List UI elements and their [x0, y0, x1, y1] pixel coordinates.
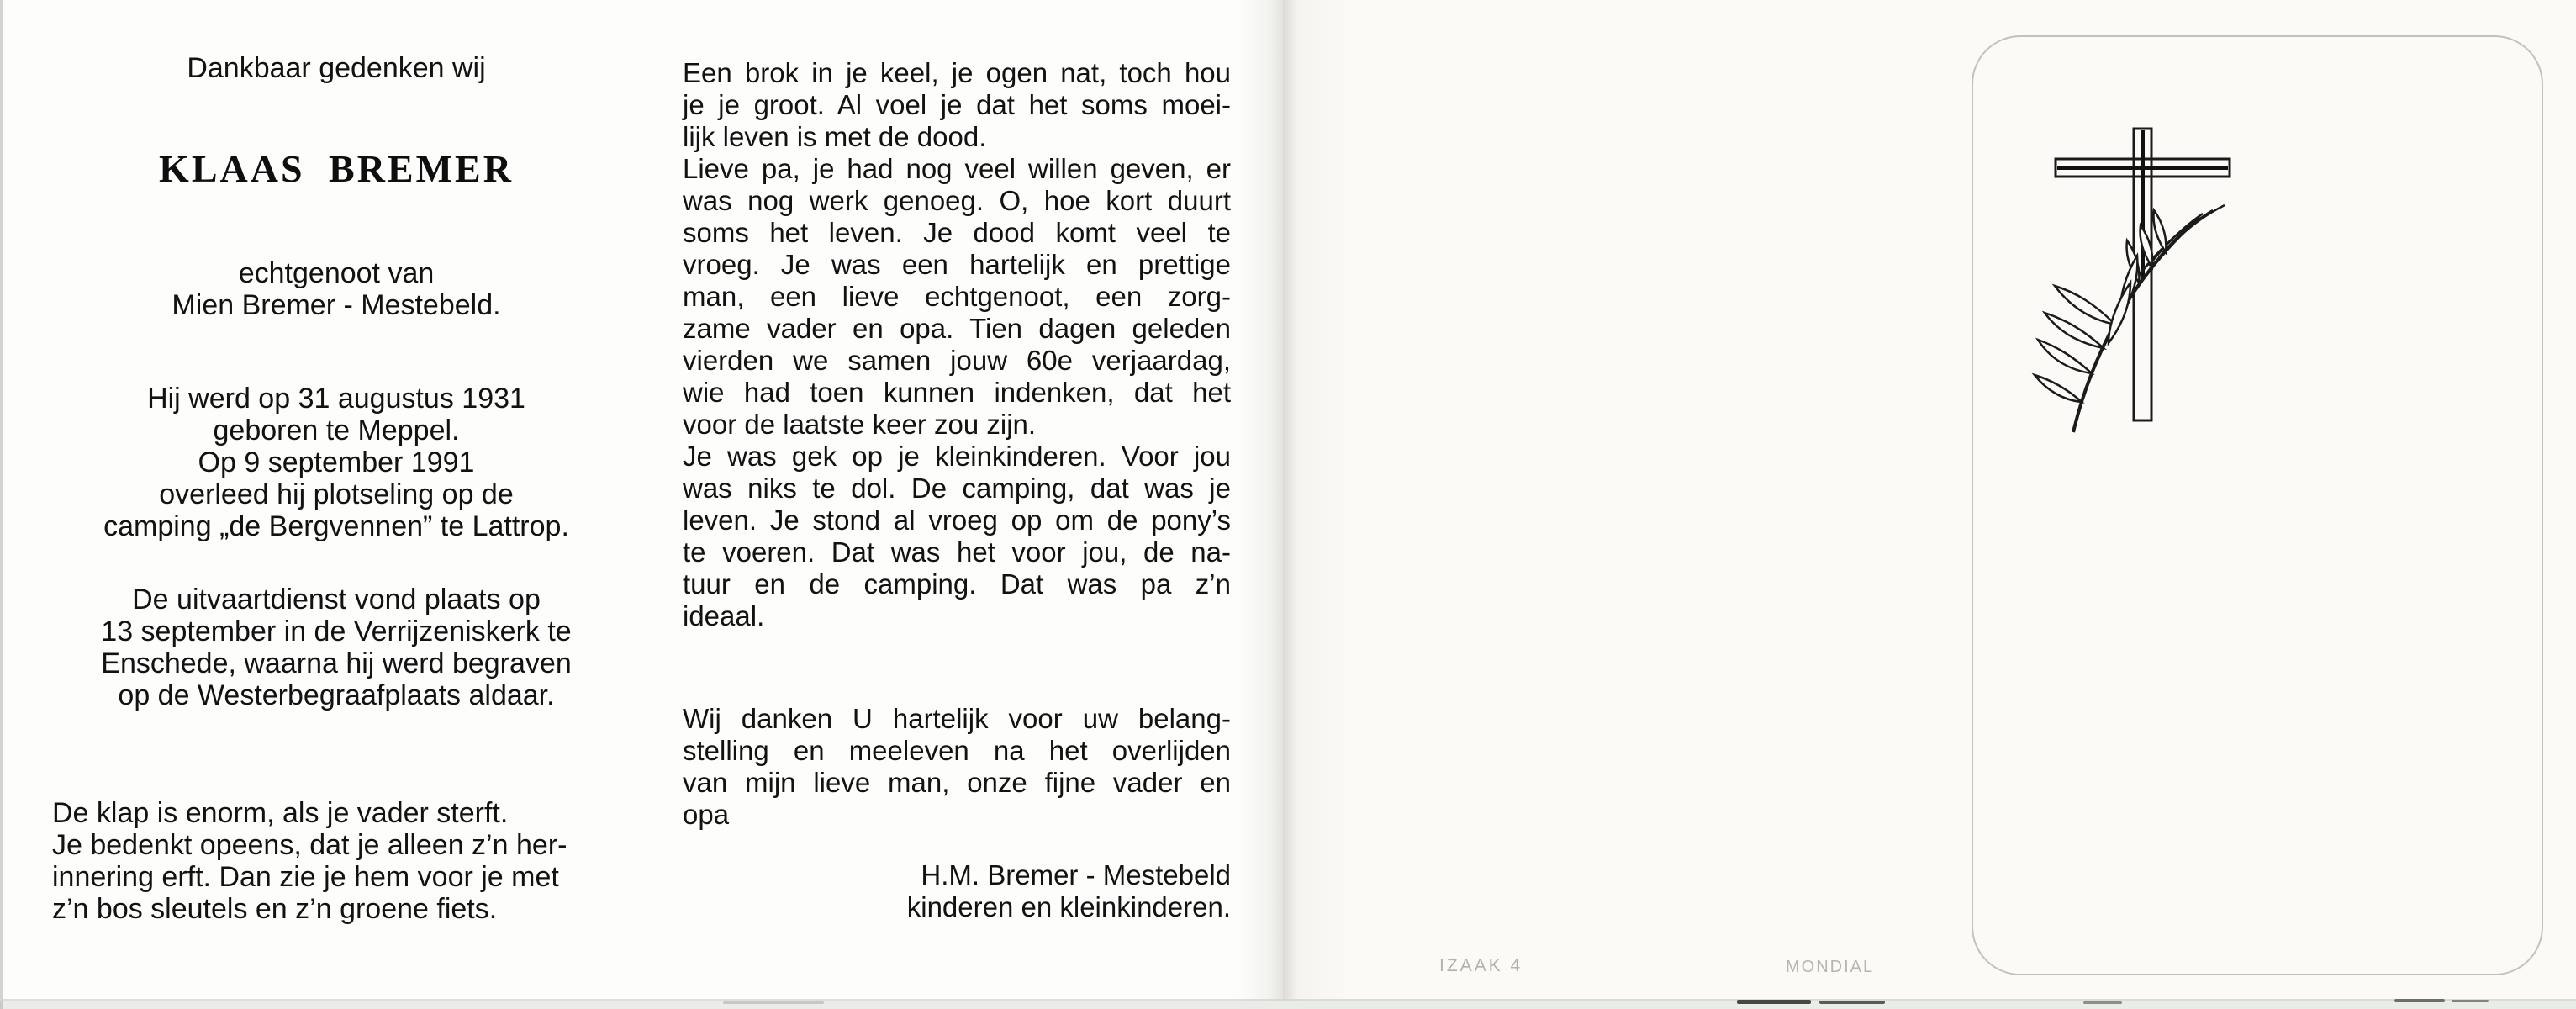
page-fold-gutter: [1283, 0, 1298, 1001]
text-line: soms het leven. Je dood komt veel te: [683, 217, 1231, 248]
printer-mark-mondial: MONDIAL: [1786, 958, 1875, 976]
text-line: voor de laatste keer zou zijn.: [683, 409, 1037, 440]
text-line: leven. Je stond al vroeg op om de pony’s: [683, 504, 1231, 536]
funeral-block: [17, 584, 656, 711]
text-line: Enschede, waarna hij werd begraven: [101, 647, 572, 679]
text-line: 13 september in de Verrijzeniskerk te: [101, 615, 572, 647]
scan-bottom-edge: [0, 999, 2576, 1001]
text-line: je je groot. Al voel je dat het soms moei-: [683, 89, 1231, 120]
scan-left-edge: [0, 0, 3, 1009]
wheat-branch: [2035, 205, 2225, 432]
text-line: z’n bos sleutels en z’n groene fiets.: [52, 893, 498, 925]
text-line: man, een lieve echtgenoot, een zorg-: [683, 281, 1231, 312]
scan-smudge: [1737, 1000, 1811, 1004]
scan-smudge: [2452, 1000, 2489, 1002]
text-line: geboren te Meppel.: [213, 415, 460, 446]
text-line: was niks te dol. De camping, dat was je: [683, 473, 1231, 504]
text-line: Mien Bremer - Mestebeld.: [172, 289, 501, 321]
text-line: camping „de Bergvennen” te Lattrop.: [103, 510, 569, 542]
scan-smudge: [1819, 1001, 1885, 1004]
text-line: Je bedenkt opeens, dat je alleen z’n her-: [52, 829, 567, 861]
text-line: Je was gek op je kleinkinderen. Voor jou: [683, 441, 1231, 472]
scan-smudge: [2394, 999, 2445, 1002]
deceased-name: KLAAS BREMER: [159, 147, 514, 190]
text-line: Hij werd op 31 augustus 1931: [147, 383, 525, 415]
text-line: Dankbaar gedenken wij: [187, 52, 486, 84]
text-line: op de Westerbegraafplaats aldaar.: [118, 679, 555, 711]
text-line: te voeren. Dat was het voor jou, de na-: [683, 536, 1231, 568]
text-line: ideaal.: [683, 600, 765, 631]
text-line: Lieve pa, je had nog veel willen geven, er: [683, 153, 1231, 184]
printer-mark-izaak: IZAAK 4: [1439, 956, 1523, 975]
text-line: tuur en de camping. Dat was pa z’n: [683, 568, 1231, 600]
cross-with-wheat-icon: [2026, 108, 2295, 461]
text-line: Wij danken U hartelijk voor uw belang-: [683, 703, 1231, 734]
text-line: wie had toen kunnen indenken, dat het: [683, 377, 1231, 408]
text-line: Een brok in je keel, je ogen nat, toch hou: [683, 57, 1231, 88]
text-line: echtgenoot van: [238, 257, 435, 289]
text-line: Op 9 september 1991: [198, 446, 475, 478]
text-line: lijk leven is met de dood.: [683, 121, 987, 152]
grief-block: [52, 797, 641, 925]
text-line: innering erft. Dan zie je hem voor je met: [52, 861, 559, 893]
birth-death-block: [17, 383, 656, 542]
text-line: kinderen en kleinkinderen.: [906, 891, 1231, 922]
greeting-line: [17, 52, 656, 84]
text-line: vroeg. Je was een hartelijk en prettige: [683, 249, 1231, 280]
memory-paragraph-1: [683, 57, 1231, 153]
text-line: De uitvaartdienst vond plaats op: [132, 584, 541, 615]
spouse-block: [17, 257, 656, 321]
signature-block: [683, 859, 1231, 923]
text-line: was nog werk genoeg. O, hoe kort duurt: [683, 185, 1231, 216]
text-line: zame vader en opa. Tien dagen geleden: [683, 313, 1231, 344]
text-line: De klap is enorm, als je vader sterft.: [52, 797, 509, 829]
memory-paragraph-2: [683, 153, 1231, 441]
text-line: vierden we samen jouw 60e verjaardag,: [683, 345, 1231, 376]
scan-smudge: [723, 1001, 824, 1004]
text-line: stelling en meeleven na het overlijden: [683, 735, 1231, 766]
text-line: H.M. Bremer - Mestebeld: [921, 859, 1231, 890]
text-line: opa: [683, 799, 730, 830]
text-line: van mijn lieve man, onze fijne vader en: [683, 767, 1231, 798]
thanks-paragraph: [683, 703, 1231, 831]
memory-paragraph-3: [683, 441, 1231, 632]
scan-smudge: [2083, 1001, 2122, 1004]
text-line: overleed hij plotseling op de: [159, 478, 514, 510]
